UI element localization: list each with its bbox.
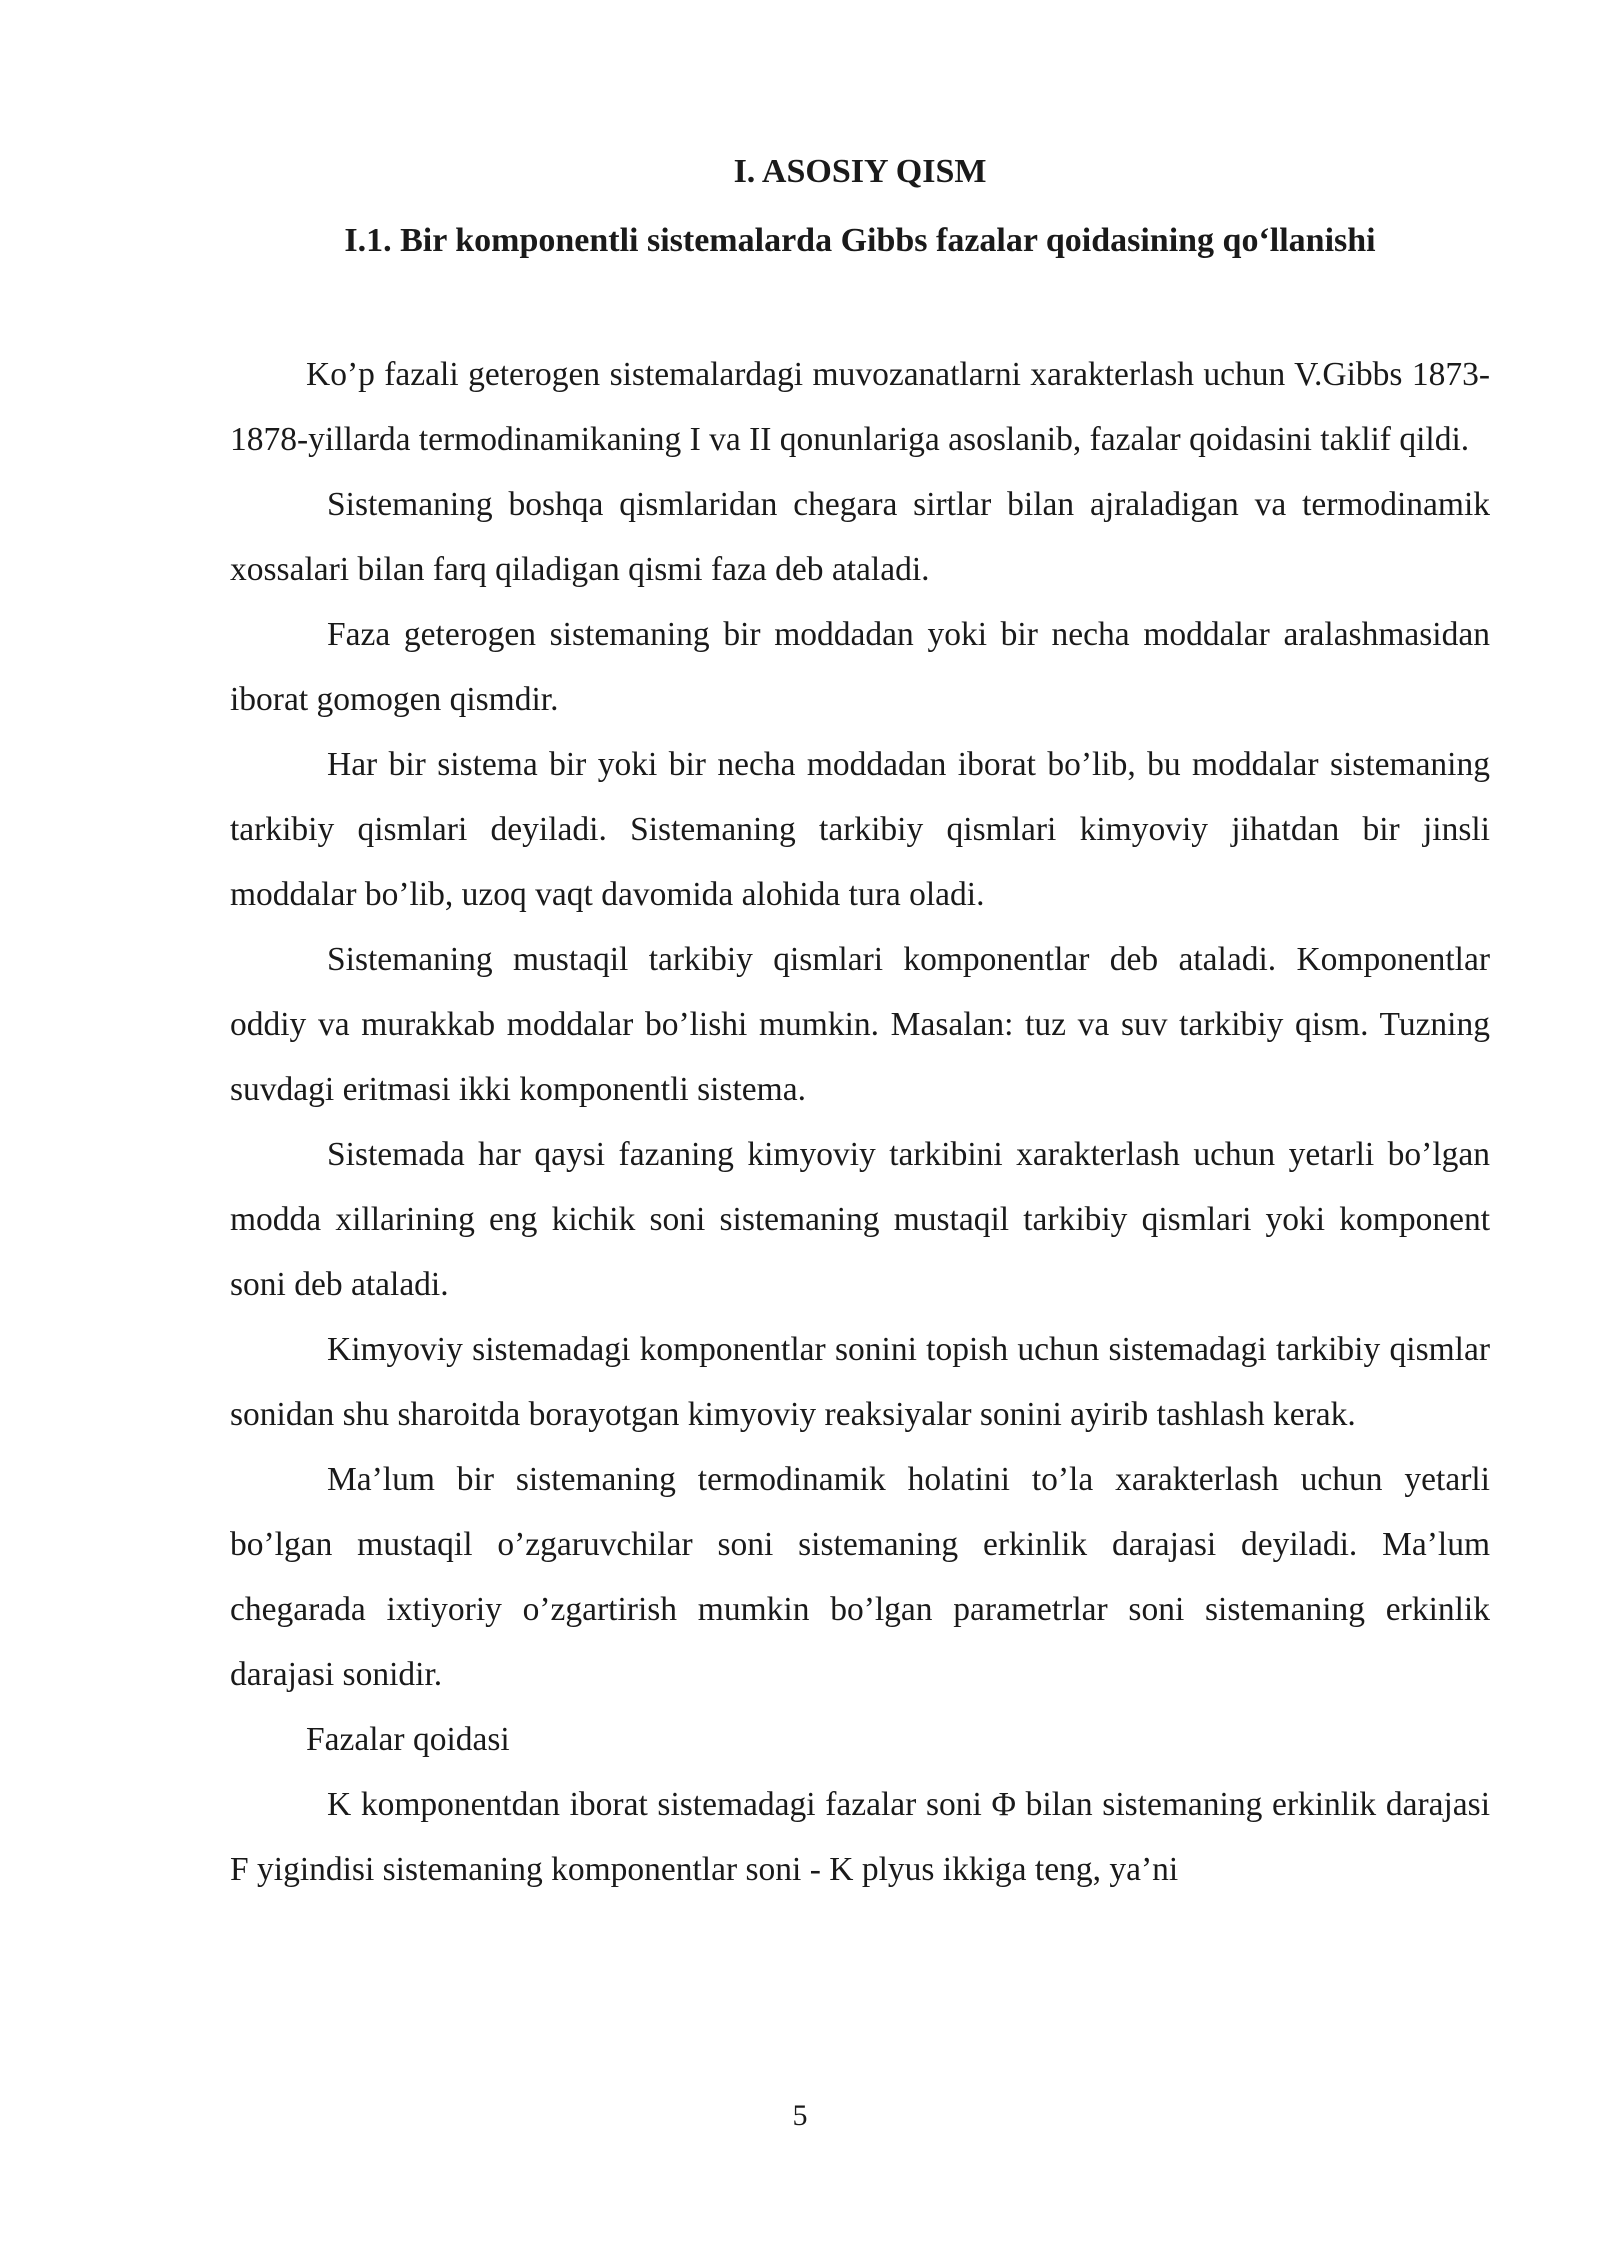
body-text [230,342,1490,1902]
paragraph: Sistemada har qaysi fazaning kimyoviy tarkibini xarakterlash uchun yetarli bo’lgan modda xillarining eng kichik soni sistemaning mustaqil tarkibiy qismlari yoki komponent soni deb ataladi. [230,1136,1490,1303]
paragraph-subheading: Fazalar qoidasi [306,1721,510,1758]
paragraph: Faza geterogen sistemaning bir moddadan yoki bir necha moddalar aralashmasidan iborat gomogen qismdir. [230,616,1490,718]
paragraph: Sistemaning boshqa qismlaridan chegara sirtlar bilan ajraladigan va termodinamik xossalari bilan farq qiladigan qismi faza deb ataladi. [230,486,1490,588]
paragraph: Ma’lum bir sistemaning termodinamik holatini to’la xarakterlash uchun yetarli bo’lgan mustaqil o’zgaruvchilar soni sistemaning erkinlik darajasi deyiladi. Ma’lum chegarada ixtiyoriy o’zgartirish mumkin bo’lgan parametrlar soni sistemaning erkinlik darajasi sonidir. [230,1461,1490,1693]
paragraph: Har bir sistema bir yoki bir necha moddadan iborat bo’lib, bu moddalar sistemaning tarkibiy qismlari deyiladi. Sistemaning tarkibiy qismlari kimyoviy jihatdan bir jinsli moddalar bo’lib, uzoq vaqt davomida alohida tura oladi. [230,746,1490,913]
page-number: 5 [792,2099,808,2132]
paragraph: K komponentdan iborat sistemadagi fazalar soni Φ bilan sistemaning erkinlik darajasi F yigindisi sistemaning komponentlar soni - K plyus ikkiga teng, ya’ni [230,1786,1490,1888]
subsection-heading: I.1. Bir komponentli sistemalarda Gibbs fazalar qoidasining qo‘llanishi [344,222,1376,259]
paragraph: Sistemaning mustaqil tarkibiy qismlari komponentlar deb ataladi. Komponentlar oddiy va murakkab moddalar bo’lishi mumkin. Masalan: tuz va suv tarkibiy qism. Tuzning suvdagi eritmasi ikki komponentli sistema. [230,941,1490,1108]
paragraph: Ko’p fazali geterogen sistemalardagi muvozanatlarni xarakterlash uchun V.Gibbs 1873-1878-yillarda termodinamikaning I va II qonunlariga asoslanib, fazalar qoidasini taklif qildi. [230,356,1490,458]
section-heading: I. ASOSIY QISM [733,153,987,190]
paragraph: Kimyoviy sistemadagi komponentlar sonini topish uchun sistemadagi tarkibiy qismlar sonidan shu sharoitda borayotgan kimyoviy reaksiyalar sonini ayirib tashlash kerak. [230,1331,1490,1433]
